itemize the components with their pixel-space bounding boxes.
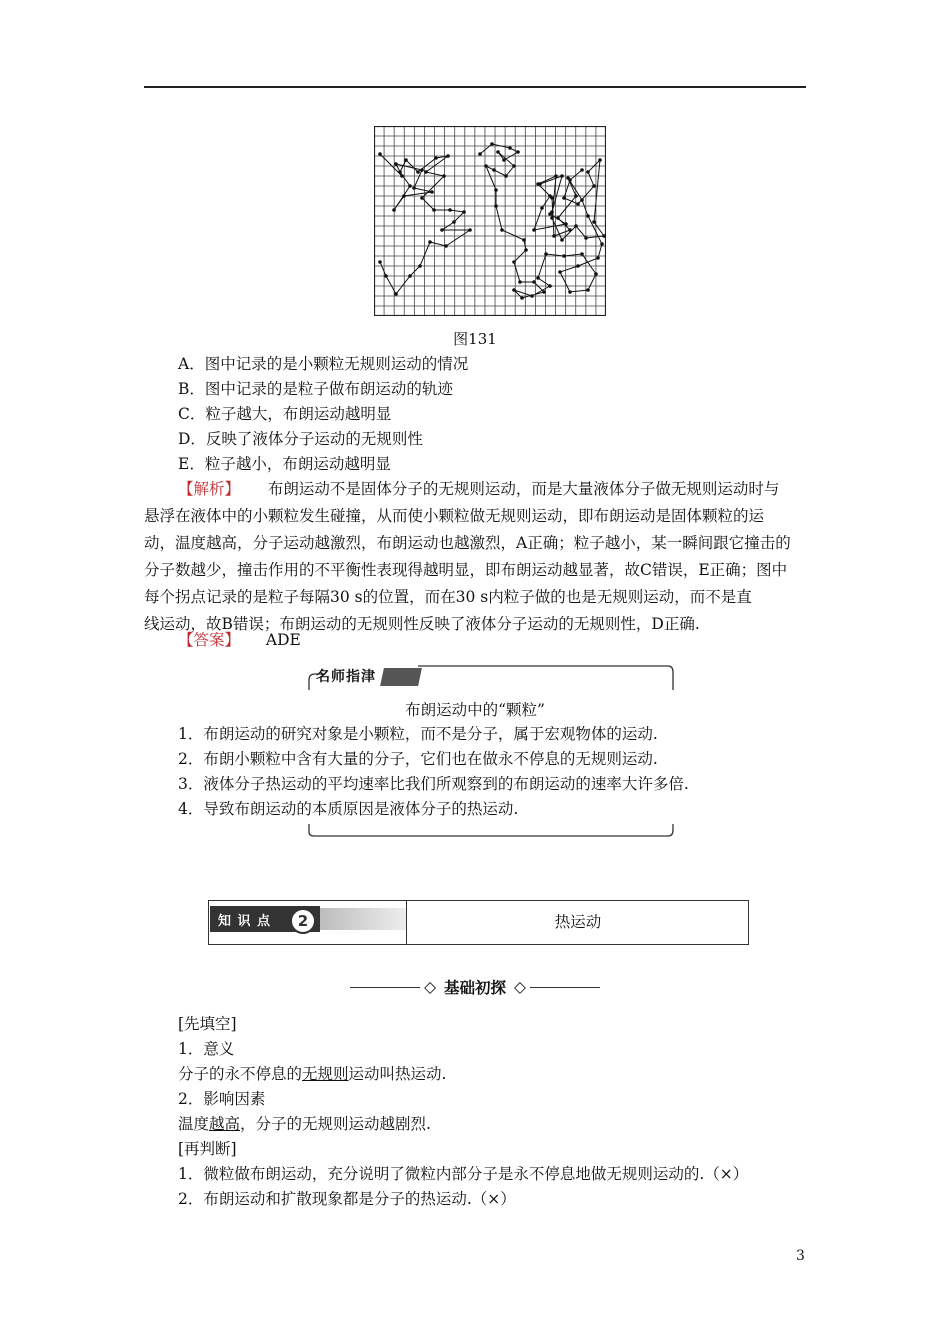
option-e: E．粒子越小，布朗运动越明显 xyxy=(178,455,391,473)
trajectory-point xyxy=(520,296,524,300)
trajectory-point xyxy=(586,214,590,218)
answer-tag: 【答案】 xyxy=(178,631,241,649)
trajectory-point xyxy=(444,244,448,248)
tip-1: 1．布朗运动的研究对象是小颗粒，而不是分子，属于宏观物体的运动. xyxy=(178,725,658,743)
trajectory-point xyxy=(560,238,564,242)
trajectory-point xyxy=(562,196,566,200)
trajectory-point xyxy=(522,238,526,242)
analysis-block xyxy=(144,476,808,638)
trajectory-point xyxy=(418,264,422,268)
trajectory-point xyxy=(502,158,506,162)
fill-blank-item2-text xyxy=(178,1114,431,1134)
trajectory-point xyxy=(548,284,552,288)
item2-post: ，分子的无规则运动越剧烈. xyxy=(240,1115,431,1133)
trajectory-point xyxy=(530,294,534,298)
option-c: C．粒子越大，布朗运动越明显 xyxy=(178,405,392,423)
knowledge-point-title: 热运动 xyxy=(554,913,602,931)
section-title xyxy=(0,976,950,998)
tips-badge xyxy=(316,666,382,688)
trajectory-point xyxy=(550,216,554,220)
judge-item-2: 2．布朗运动和扩散现象都是分子的热运动.（×） xyxy=(178,1190,516,1208)
trajectory-point xyxy=(574,224,578,228)
option-a: A．图中记录的是小颗粒无规则运动的情况 xyxy=(178,355,469,373)
trajectory-point xyxy=(574,194,578,198)
trajectory-point xyxy=(516,150,520,154)
tips-badge-text: 名师指津 xyxy=(316,669,376,685)
tip-2: 2．布朗小颗粒中含有大量的分子，它们也在做永不停息的无规则运动. xyxy=(178,750,658,768)
trajectory-point xyxy=(484,164,488,168)
trajectory-point xyxy=(416,170,420,174)
trajectory-point xyxy=(576,202,580,206)
trajectory-point xyxy=(442,174,446,178)
section-diamond-left-icon: ◇ xyxy=(424,978,436,996)
trajectory-point xyxy=(462,210,466,214)
trajectory-point xyxy=(536,276,540,280)
section-title-text: 基础初探 xyxy=(443,979,506,997)
trajectory-point xyxy=(564,222,568,226)
trajectory-point xyxy=(504,174,508,178)
knowledge-point-number: 2 xyxy=(290,908,316,934)
trajectory-point xyxy=(580,168,584,172)
trajectory-point xyxy=(490,142,494,146)
trajectory-point xyxy=(592,184,596,188)
header-rule xyxy=(144,86,806,88)
trajectory-path xyxy=(380,154,470,294)
trajectory-point xyxy=(400,174,404,178)
trajectory-point xyxy=(532,228,536,232)
trajectory-point xyxy=(576,264,580,268)
trajectory-point xyxy=(448,208,452,212)
trajectory-point xyxy=(496,150,500,154)
trajectory-point xyxy=(378,260,382,264)
trajectory-point xyxy=(500,228,504,232)
trajectory-point xyxy=(428,240,432,244)
trajectory-point xyxy=(558,270,562,274)
trajectory-point xyxy=(584,236,588,240)
section-rule-left xyxy=(350,987,420,988)
item1-blank: 无规则 xyxy=(302,1065,349,1083)
judge-header: [再判断] xyxy=(178,1140,237,1158)
trajectory-point xyxy=(494,188,498,192)
item2-blank: 越高 xyxy=(209,1115,241,1133)
judge-item-1: 1．微粒做布朗运动，充分说明了微粒内部分子是永不停息地做无规则运动的.（×） xyxy=(178,1165,749,1183)
tips-title: 布朗运动中的“颗粒” xyxy=(405,701,545,719)
trajectory-point xyxy=(596,256,600,260)
analysis-line-3: 动，温度越高，分子运动越激烈，布朗运动也越激烈，A正确；粒子越小，某一瞬间跟它撞击的 xyxy=(144,534,791,552)
analysis-line-2: 悬浮在液体中的小颗粒发生碰撞，从而使小颗粒做无规则运动，即布朗运动是固体颗粒的运 xyxy=(144,507,765,525)
trajectory-point xyxy=(404,158,408,162)
trajectory-point xyxy=(562,254,566,258)
trajectory-point xyxy=(518,280,522,284)
trajectory-point xyxy=(598,158,602,162)
trajectory-point xyxy=(394,162,398,166)
trajectory-point xyxy=(556,216,560,220)
tip-4: 4．导致布朗运动的本质原因是液体分子的热运动. xyxy=(178,800,519,818)
fill-blank-item1-text xyxy=(178,1064,446,1084)
option-b: B．图中记录的是粒子做布朗运动的轨迹 xyxy=(178,380,453,398)
trajectory-point xyxy=(392,208,396,212)
item1-post: 运动叫热运动. xyxy=(348,1065,447,1083)
analysis-line-4: 分子数越少，撞击作用的不平衡性表现得越明显，即布朗运动越显著，故C错误，E正确；图中 xyxy=(144,561,788,579)
analysis-line-1: 布朗运动不是固体分子的无规则运动，而是大量液体分子做无规则运动时与 xyxy=(267,480,780,498)
trajectory-point xyxy=(492,168,496,172)
trajectory-point xyxy=(512,288,516,292)
trajectory-point xyxy=(538,182,542,186)
trajectory-point xyxy=(440,228,444,232)
knowledge-point-badge xyxy=(210,906,406,932)
figure-caption: 图131 xyxy=(453,330,497,348)
trajectory-point xyxy=(580,252,584,256)
trajectory-point xyxy=(378,152,382,156)
trajectory-point xyxy=(412,186,416,190)
trajectory-point xyxy=(554,174,558,178)
brownian-motion-figure xyxy=(374,126,606,316)
item2-pre: 温度 xyxy=(178,1115,210,1133)
tip-3: 3．液体分子热运动的平均速率比我们所观察到的布朗运动的速率大许多倍. xyxy=(178,775,689,793)
trajectory-point xyxy=(512,260,516,264)
trajectory-point xyxy=(592,220,596,224)
fill-blank-item2-title: 2．影响因素 xyxy=(178,1090,266,1108)
trajectory-point xyxy=(512,164,516,168)
trajectory-point xyxy=(446,154,450,158)
option-d: D．反映了液体分子运动的无规则性 xyxy=(178,430,423,448)
analysis-tag: 【解析】 xyxy=(178,480,241,498)
fill-blank-header: [先填空] xyxy=(178,1015,237,1033)
trajectory-point xyxy=(600,242,604,246)
fill-blank-item1-title: 1．意义 xyxy=(178,1040,235,1058)
trajectory-point xyxy=(408,274,412,278)
analysis-line-6: 线运动，故B错误；布朗运动的无规则性反映了液体分子运动的无规则性，D正确. xyxy=(144,615,700,633)
trajectory-point xyxy=(560,174,564,178)
trajectory-point xyxy=(420,196,424,200)
trajectory-point xyxy=(408,184,412,188)
trajectory-point xyxy=(424,170,428,174)
trajectory-point xyxy=(468,228,472,232)
trajectory-point xyxy=(384,274,388,278)
trajectory-point xyxy=(540,206,544,210)
trajectory-point xyxy=(544,252,548,256)
trajectory-path xyxy=(480,144,604,298)
trajectory-point xyxy=(434,156,438,160)
section-diamond-right-icon: ◇ xyxy=(514,978,526,996)
trajectory-point xyxy=(494,204,498,208)
trajectory-point xyxy=(402,194,406,198)
trajectory-point xyxy=(432,208,436,212)
trajectory-point xyxy=(478,152,482,156)
trajectory-point xyxy=(586,170,590,174)
trajectory-point xyxy=(568,228,572,232)
trajectory-point xyxy=(532,280,536,284)
page-number: 3 xyxy=(796,1248,805,1264)
trajectory-point xyxy=(552,234,556,238)
trajectory-point xyxy=(430,190,434,194)
trajectory-point xyxy=(568,290,572,294)
trajectory-point xyxy=(548,212,552,216)
trajectory-point xyxy=(508,146,512,150)
trajectory-point xyxy=(524,248,528,252)
knowledge-point-label: 知 识 点 xyxy=(218,914,272,929)
trajectory-point xyxy=(602,234,606,238)
trajectory-point xyxy=(568,178,572,182)
answer-line xyxy=(178,628,301,650)
trajectory-point xyxy=(542,290,546,294)
section-rule-right xyxy=(530,987,600,988)
analysis-line-5: 每个拐点记录的是粒子每隔30 s的位置，而在30 s内粒子做的也是无规则运动，而不是直 xyxy=(144,588,752,606)
trajectory-point xyxy=(594,272,598,276)
trajectory-point xyxy=(452,220,456,224)
tips-badge-plate xyxy=(380,668,422,686)
answer-value: ADE xyxy=(265,631,301,649)
trajectory-point xyxy=(548,194,552,198)
trajectory-point xyxy=(586,288,590,292)
trajectory-point xyxy=(580,198,584,202)
trajectory-point xyxy=(398,170,402,174)
trajectory-point xyxy=(420,168,424,172)
item1-pre: 分子的永不停息的 xyxy=(178,1065,303,1083)
trajectory-point xyxy=(394,292,398,296)
